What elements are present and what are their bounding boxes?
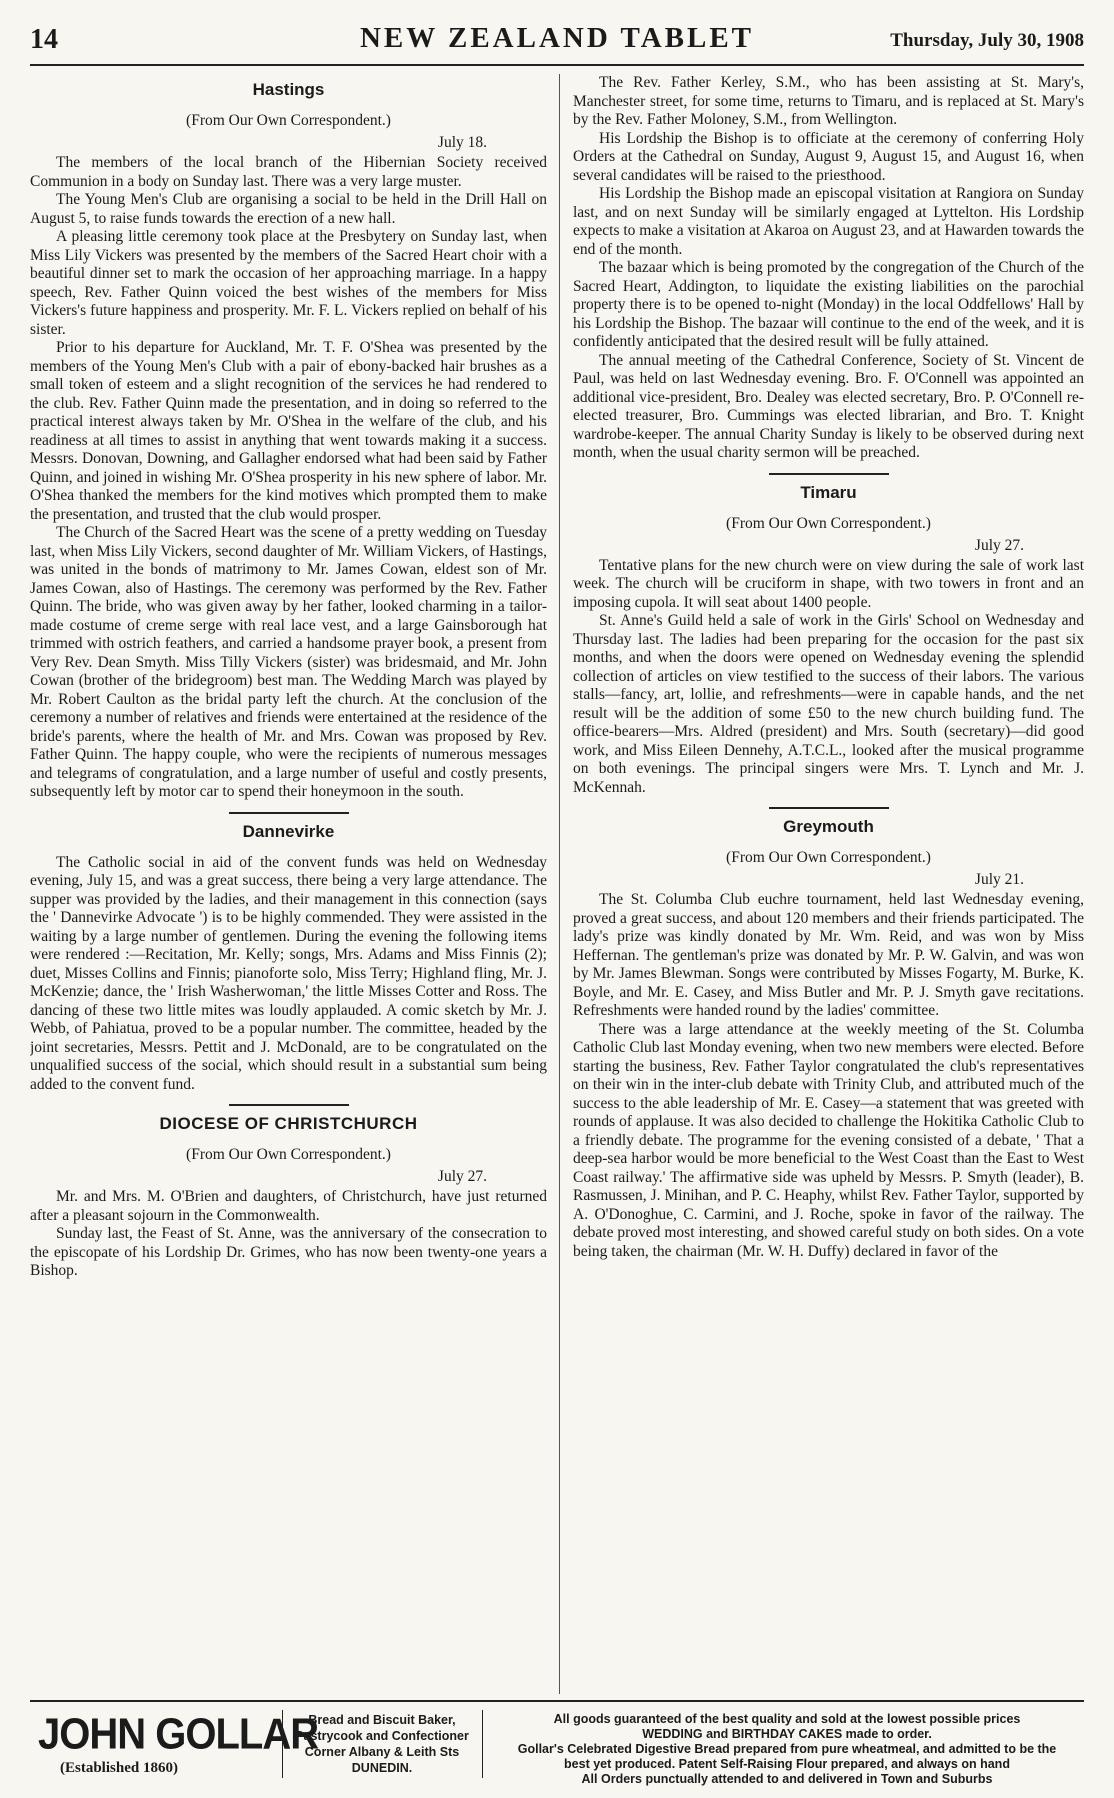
section-rule xyxy=(769,807,889,809)
correspondent-line: (From Our Own Correspondent.) xyxy=(186,112,391,129)
ad-line: Gollar's Celebrated Digestive Bread prepared from pure wheatmeal, and admitted to be the xyxy=(517,1742,1057,1756)
article-columns xyxy=(30,74,1084,1694)
ad-line: All goods guaranteed of the best quality and sold at the lowest possible prices xyxy=(553,1712,1021,1726)
paragraph: His Lordship the Bishop made an episcopal visitation at Rangiora on Sunday last, and on next Sunday will be similarly engaged at Lyttelton. His Lordship expects to make a visitation at Akaroa on August 23, and at Hawarden towards the end of the month. xyxy=(573,185,1084,258)
ad-line: Pastrycook and Confectioner xyxy=(295,1729,469,1743)
left-column xyxy=(30,74,547,1694)
paragraph: Mr. and Mrs. M. O'Brien and daughters, of Christchurch, have just returned after a pleasant sojourn in the Commonwealth. xyxy=(30,1188,547,1224)
section-greymouth xyxy=(573,807,1084,1261)
paragraph: A pleasing little ceremony took place at the Presbytery on Sunday last, when Miss Lily Vickers was presented by the members of the Sacred Heart choir with a beautiful dinner set to mark the occasion of her approaching marriage. In a happy speech, Rev. Father Quinn voiced the best wishes of the members for Miss Vickers's future happiness and prosperity. Mr. F. L. Vickers replied on behalf of his sister. xyxy=(30,228,547,338)
ad-line: Bread and Biscuit Baker, xyxy=(308,1713,456,1727)
paragraph: The St. Columba Club euchre tournament, held last Wednesday evening, proved a great success, and about 120 members and their friends participated. The lady's prize was kindly donated by Mr. Wm. Reid, and was won by Miss Heffernan. The gentleman's prize was donated by Mr. P. W. Galvin, and was won by Mr. James Blewman. Songs were contributed by Misses Fogarty, M. Burke, K. Boyle, and Mr. E. Casey, and Miss Butler and Mr. P. J. Smyth gave recitations. Refreshments were handed round by the ladies' committee. xyxy=(573,891,1084,1019)
newspaper-title: NEW ZEALAND TABLET xyxy=(359,22,755,54)
section-heading: Timaru xyxy=(800,482,857,502)
ad-divider xyxy=(482,1710,483,1778)
paragraph: The Catholic social in aid of the convent funds was held on Wednesday evening, July 15, and was a great success, there being a very large attendance. The supper was provided by the ladies, and their management in this connection (says the ' Dannevirke Advocate ') is to be highly commended. They were assisted in the waiting by a large number of gentlemen. During the evening the following items were rendered :—Recitation, Mr. Kelly; songs, Mrs. Adams and Miss Finnis (2); duet, Misses Collins and Finnis; pianoforte solo, Miss Terry; Highland fling, Mr. J. McKenzie; dance, the ' Irish Washerwoman,' the little Misses Cotter and Ross. The dancing of these two little mites was loudly applauded. A comic sketch by Mr. J. Webb, of Pahiatua, proved to be a popular number. The committee, headed by the joint secretaries, Messrs. Pettit and J. McDonald, are to be congratulated on the unqualified success of the social, which should result in a substantial sum being added to the convent fund. xyxy=(30,853,547,1093)
section-heading: DIOCESE OF CHRISTCHURCH xyxy=(159,1114,418,1133)
ad-line: All Orders punctually attended to and delivered in Town and Suburbs xyxy=(581,1772,993,1786)
dateline: July 18. xyxy=(437,134,487,151)
paragraph: St. Anne's Guild held a sale of work in the Girls' School on Wednesday and Thursday last. The ladies had been preparing for the occasion for the past six months, and when the doors were opened on Wednesday evening the splendid collection of articles on view testified to the success of their labors. The various stalls—fancy, art, lollie, and refreshments—were in capable hands, and the net result will be the addition of some £50 to the new church building fund. The office-bearers—Mrs. Aldred (president) and Mrs. South (secretary)—did good work, and Miss Eileen Dennehy, A.T.C.L., looked after the musical programme on both evenings. The principal singers were Mrs. T. Lynch and Mr. J. McKennah. xyxy=(573,612,1084,796)
ad-details xyxy=(492,1712,1082,1787)
section-heading: Greymouth xyxy=(783,817,874,836)
masthead xyxy=(30,18,1084,66)
ad-line: best yet produced. Patent Self-Raising Flour prepared, and always on hand xyxy=(564,1757,1010,1771)
right-column xyxy=(573,74,1084,1694)
page-number: 14 xyxy=(30,24,58,55)
section-heading: Hastings xyxy=(252,80,325,99)
ad-business-description xyxy=(292,1712,472,1776)
paragraph: Sunday last, the Feast of St. Anne, was the anniversary of the consecration to the episcopate of his Lordship Dr. Grimes, who has now been twenty-one years a Bishop. xyxy=(30,1225,547,1279)
section-hastings xyxy=(30,80,547,802)
section-timaru xyxy=(573,473,1084,798)
paragraph: His Lordship the Bishop is to officiate at the ceremony of conferring Holy Orders at the Cathedral on Sunday, August 9, August 15, and August 16, when several candidates will be raised to the priesthood. xyxy=(573,129,1084,184)
section-rule xyxy=(229,812,349,814)
column-divider xyxy=(559,74,560,1694)
paragraph: The Rev. Father Kerley, S.M., who has been assisting at St. Mary's, Manchester street, for some time, returns to Timaru, and is replaced at St. Mary's by the Rev. Father Moloney, S.M., from Wellington. xyxy=(573,74,1084,128)
paragraph: The members of the local branch of the Hibernian Society received Communion in a body on Sunday last. There was a very large muster. xyxy=(30,154,547,190)
dateline: July 21. xyxy=(974,871,1024,888)
dateline: July 27. xyxy=(974,536,1024,554)
section-rule xyxy=(769,473,889,475)
section-dannevirke xyxy=(30,812,547,1095)
advertiser-established: (Established 1860) xyxy=(60,1760,178,1776)
ad-line: DUNEDIN. xyxy=(351,1761,413,1775)
footer-advertisement xyxy=(30,1700,1084,1784)
ad-divider xyxy=(282,1710,283,1778)
correspondent-line: (From Our Own Correspondent.) xyxy=(726,849,931,866)
section-diocese-of-christchurch xyxy=(30,1104,547,1281)
section-continued xyxy=(573,74,1084,463)
paragraph: The bazaar which is being promoted by the congregation of the Church of the Sacred Heart, Addington, to liquidate the existing liabilities on the parochial property there is to be opened to-night (Monday) in the local Oddfellows' Hall by his Lordship the Bishop. The bazaar will continue to the end of the week, and it is confidently anticipated that the desired result will be fully attained. xyxy=(573,259,1084,350)
paragraph: There was a large attendance at the weekly meeting of the St. Columba Catholic Club last Monday evening, when two new members were elected. Before starting the business, Rev. Father Taylor congratulated the club's representatives on their win in the inter-club debate with Trinity Club, and attributed much of the success to the able leadership of Mr. E. Casey—a statement that was greeted with rounds of applause. It was also decided to challenge the Hokitika Catholic Club to a friendly debate. The programme for the evening consisted of a debate, ' That a deep-sea harbor would be more beneficial to the West Coast than the East to West Coast railway.' The affirmative side was upheld by Messrs. P. Smyth (leader), B. Rasmussen, J. Minihan, and P. C. Heaphy, whilst Rev. Father Taylor, supported by A. O'Donoghue, C. Carmini, and J. Roche, spoke in favor of the railway. The debate proved most interesting, and showed careful study on both sides. On a vote being taken, the chairman (Mr. W. H. Duffy) declared in favor of the xyxy=(573,1020,1084,1260)
issue-date: Thursday, July 30, 1908 xyxy=(890,30,1084,51)
ad-line: WEDDING and BIRTHDAY CAKES made to order. xyxy=(642,1727,932,1741)
correspondent-line: (From Our Own Correspondent.) xyxy=(186,1146,391,1163)
section-heading: Dannevirke xyxy=(242,821,335,841)
dateline: July 27. xyxy=(437,1168,487,1185)
paragraph: Prior to his departure for Auckland, Mr. T. F. O'Shea was presented by the members of the Young Men's Club with a pair of ebony-backed hair brushes as a small token of esteem and a slight recognition of the services he had rendered to the club. Rev. Father Quinn made the presentation, and in doing so referred to the practical interest always taken by Mr. O'Shea in the welfare of the club, and his readiness at all times to assist in anything that went towards making it a success. Messrs. Donovan, Downing, and Gallagher endorsed what had been said by Father Quinn, and joined in wishing Mr. O'Shea prosperity in his new sphere of labor. Mr. O'Shea thanked the members for the kind motives which prompted them to make the presentation, and trusted that the club would prosper. xyxy=(30,339,547,523)
section-rule xyxy=(229,1104,349,1106)
advertiser-name: JOHN GOLLAR xyxy=(38,1709,319,1759)
correspondent-line: (From Our Own Correspondent.) xyxy=(726,514,931,532)
ad-line: Corner Albany & Leith Sts xyxy=(304,1745,460,1759)
paragraph: The annual meeting of the Cathedral Conference, Society of St. Vincent de Paul, was held on last Wednesday evening. Bro. F. O'Connell was appointed an additional vice-president, Bro. Dealey was elected secretary, Bro. P. O'Connell re-elected treasurer, Bro. Cummings was elected librarian, and Bro. T. Knight wardrobe-keeper. The annual Charity Sunday is likely to be observed during next month, when the usual charity sermon will be preached. xyxy=(573,351,1084,461)
paragraph: The Church of the Sacred Heart was the scene of a pretty wedding on Tuesday last, when Miss Lily Vickers, second daughter of Mr. William Vickers, of Hastings, was united in the bonds of matrimony to Mr. James Cowan, eldest son of Mr. James Cowan, also of Hastings. The ceremony was performed by the Rev. Father Quinn. The bride, who was given away by her father, looked charming in a tailor-made costume of creme serge with real lace vest, and a large Gainsborough hat trimmed with ostrich feathers, and carried a handsome prayer book, a present from Very Rev. Dean Smyth. Miss Tilly Vickers (sister) was bridesmaid, and Mr. John Cowan (brother of the bridegroom) best man. The Wedding March was played by Mr. Robert Caulton as the bridal party left the church. At the conclusion of the ceremony a number of relatives and friends were entertained at the residence of the bride's parents, where the health of Mr. and Mrs. Cowan was proposed by Rev. Father Quinn. The happy couple, who were the recipients of numerous messages and telegrams of congratulation, and a large number of useful and costly presents, subsequently left by motor car to spend their honeymoon in the south. xyxy=(30,524,547,800)
paragraph: Tentative plans for the new church were on view during the sale of work last week. The church will be cruciform in shape, with two towers in front and an imposing cupola. It will seat about 1400 people. xyxy=(573,556,1084,611)
paragraph: The Young Men's Club are organising a social to be held in the Drill Hall on August 5, to raise funds towards the erection of a new hall. xyxy=(30,191,547,227)
